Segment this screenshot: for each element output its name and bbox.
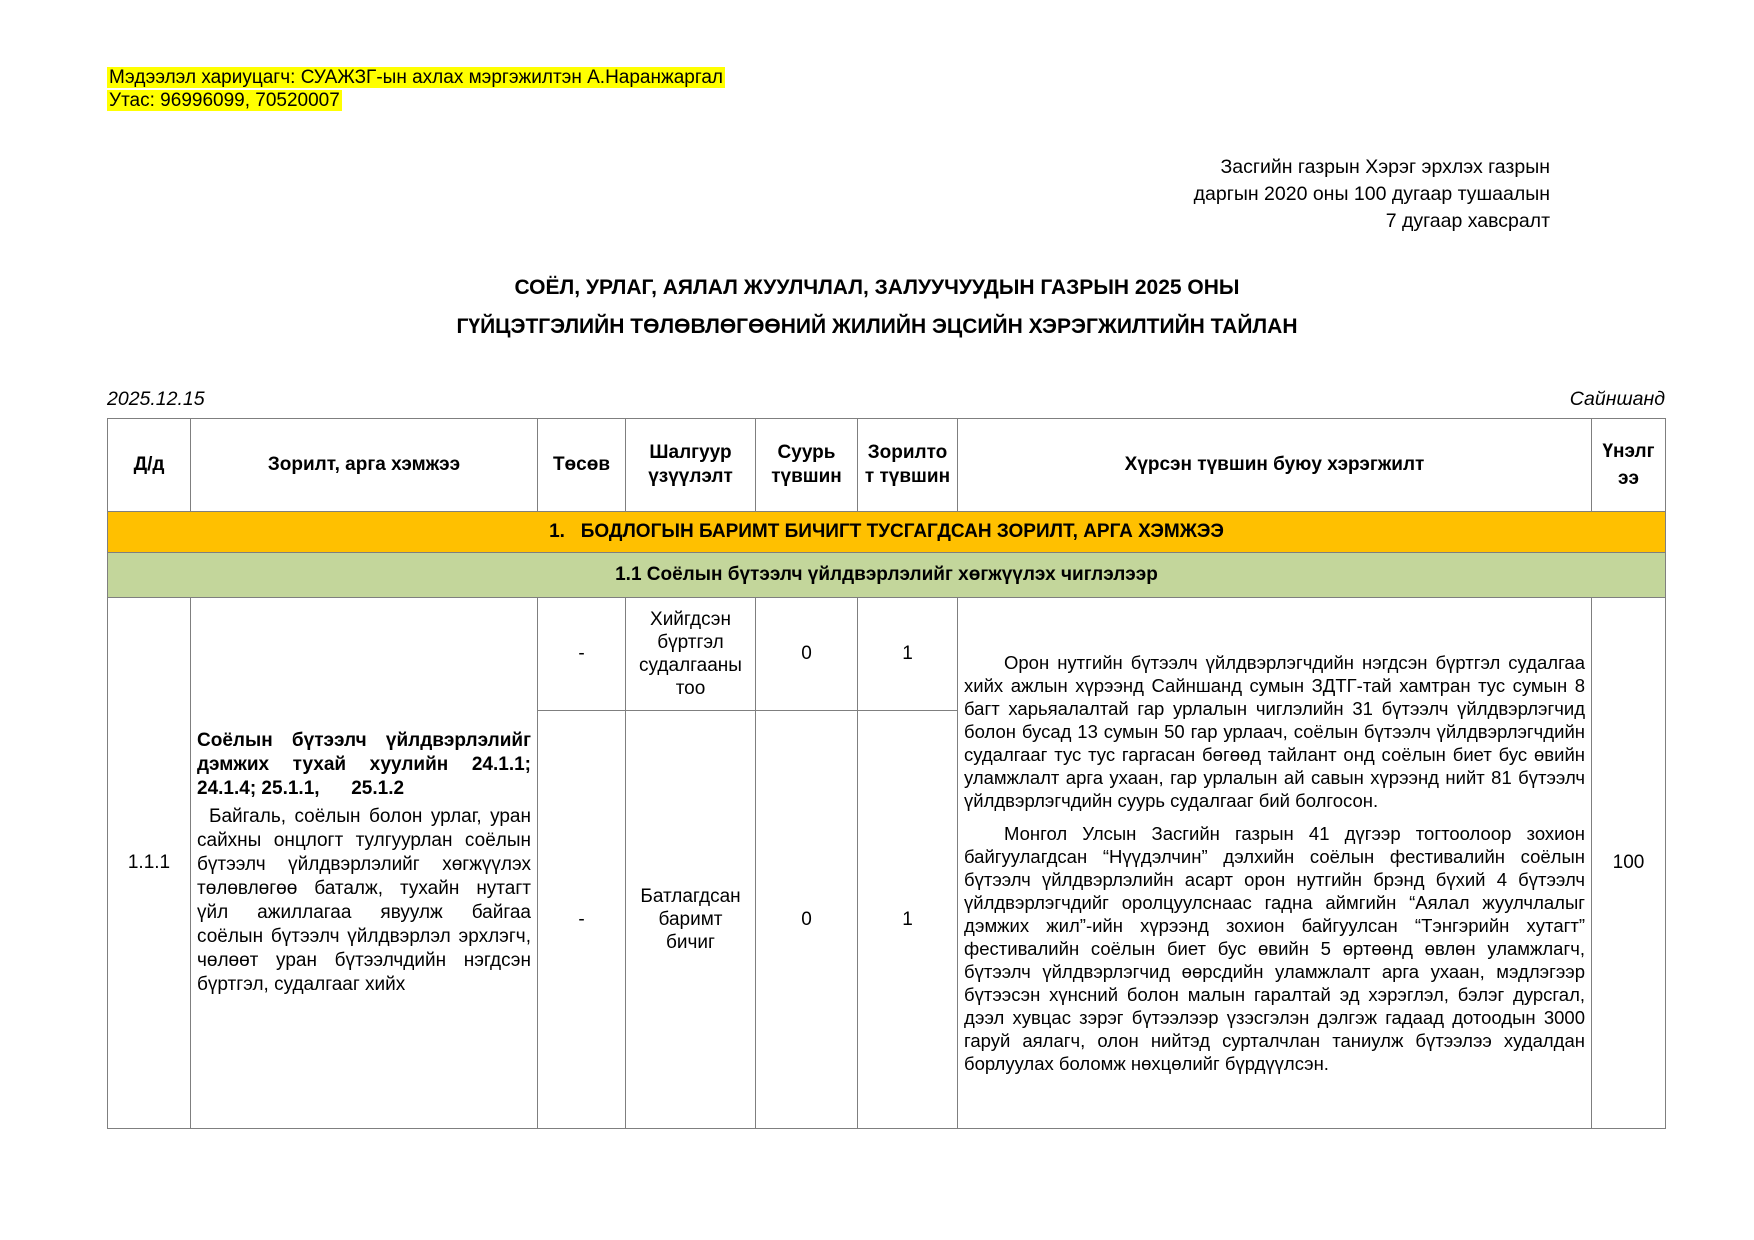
- base-level-cell: 0: [756, 598, 858, 711]
- contact-line-phone: Утас: 96996099, 70520007: [109, 90, 340, 111]
- performance-report-table: [107, 418, 1666, 1129]
- row-id: 1.1.1: [108, 598, 191, 1129]
- budget-cell: -: [538, 598, 626, 711]
- meta-row: [107, 388, 1665, 411]
- indicator-cell: Батлагдсан баримт бичиг: [626, 711, 756, 1129]
- header-num: Д/д: [108, 419, 191, 512]
- header-result: Хүрсэн түвшин буюу хэрэгжилт: [958, 419, 1592, 512]
- table-header-row: [108, 419, 1666, 512]
- header-base-level: Суурь түвшин: [756, 419, 858, 512]
- section-1-row: [108, 512, 1666, 553]
- table-row-1-1-1-a: [108, 598, 1666, 711]
- budget-cell: -: [538, 711, 626, 1129]
- contact-line-responsible: Мэдээлэл хариуцагч: СУАЖЗГ-ын ахлах мэргэжилтэн А.Наранжаргал: [109, 67, 724, 88]
- section-1-1-row: [108, 553, 1666, 598]
- report-title: [0, 276, 1754, 339]
- result-cell: [958, 598, 1592, 1129]
- appendix-reference-block: [1194, 154, 1550, 235]
- goal-cell: [191, 598, 538, 1129]
- result-paragraph-1: Орон нутгийн бүтээлч үйлдвэрлэгчдийн нэгдсэн бүртгэл судалгаа хийх ажлын хүрээнд Сайншанд сумын ЗДТГ-тай хамтран тус сумын 8 багт харьяалалтай гар урлалын чиглэлийн 31 бүтээлч үйлдвэрлэгчид болон бусад 13 сумын 50 гар урлаач, соёлын бүтээлч үйлдвэрлэгчдийн судалгааг тус тус гаргасан бөгөөд тайлант онд соёлын биет бус өвийн уламжлалт арга ухаан, гар урлалын ай савын хүрээнд нийт 81 бүтээлч үйлдвэрлэгчдийн суурь судалгааг бий болгосон.: [964, 652, 1585, 811]
- appendix-line-1: Засгийн газрын Хэрэг эрхлэх газрын: [1220, 156, 1550, 178]
- report-date: 2025.12.15: [107, 388, 205, 410]
- goal-description: Байгаль, соёлын болон урлаг, уран сайхны онцлогт тулгуурлан соёлын бүтээлч үйлдвэрлэлийг хөгжүүлэх төлөвлөгөө баталж, тухайн нутагт үйл ажиллагаа явуулж байгаа соёлын бүтээлч үйлдвэрлэл эрхлэгч, чөлөөт уран бүтээлчдийн нэгдсэн бүртгэл, судалгааг хийх: [197, 806, 531, 995]
- header-indicator: Шалгуур үзүүлэлт: [626, 419, 756, 512]
- appendix-line-3: 7 дугаар хавсралт: [1385, 210, 1550, 232]
- header-score: Үнэлгээ: [1592, 419, 1666, 512]
- section-1-title: 1. БОДЛОГЫН БАРИМТ БИЧИГТ ТУСГАГДСАН ЗОРИЛТ, АРГА ХЭМЖЭЭ: [108, 512, 1666, 553]
- base-level-cell: 0: [756, 711, 858, 1129]
- score-cell: 100: [1592, 598, 1666, 1129]
- header-target-level: Зорилтот түвшин: [858, 419, 958, 512]
- target-level-cell: 1: [858, 598, 958, 711]
- contact-info-block: [107, 66, 725, 112]
- section-1-1-title: 1.1 Соёлын бүтээлч үйлдвэрлэлийг хөгжүүлэх чиглэлээр: [108, 553, 1666, 598]
- header-budget: Төсөв: [538, 419, 626, 512]
- report-location: Сайншанд: [1569, 388, 1665, 410]
- target-level-cell: 1: [858, 711, 958, 1129]
- report-title-line-1: СОЁЛ, УРЛАГ, АЯЛАЛ ЖУУЛЧЛАЛ, ЗАЛУУЧУУДЫН ГАЗРЫН 2025 ОНЫ: [514, 276, 1240, 299]
- result-paragraph-2: Монгол Улсын Засгийн газрын 41 дүгээр тогтоолоор зохион байгуулагдсан “Нүүдэлчин” дэлхийн соёлын фестивалийн соёлын бүтээлч үйлдвэрлэлийн асарт орон нутгийн брэнд бүхий 4 бүтээлч үйлдвэрлэгчдийг оролцуулснаас гадна аймгийн “Аялал жуулчлалыг дэмжих жил”-ийн хүрээнд зохион байгуулсан “Тэнгэрийн хутагт” фестивалийн соёлын биет бус өвийн 5 өртөөнд өвлөн уламжлагч, бүтээлч үйлдвэрлэгчид өөрсдийн уламжлалт арга ухаан, мэдлэгээр бүтээсэн хүнсний болон малын гаралтай эд хэрэглэл, бэлэг дурсгал, дээл хувцас зэрэг бүтээлээр үзэсгэлэн дэлгэж гадаад дотоодын 3000 гаруй аялагч, олон нийтэд сурталчлан таниулж бүтээлээ худалдан борлуулах боломж нөхцөлийг бүрдүүлсэн.: [964, 823, 1585, 1074]
- report-title-line-2: ГҮЙЦЭТГЭЛИЙН ТӨЛӨВЛӨГӨӨНИЙ ЖИЛИЙН ЭЦСИЙН ХЭРЭГЖИЛТИЙН ТАЙЛАН: [456, 315, 1298, 338]
- goal-law-reference: Соёлын бүтээлч үйлдвэрлэлийг дэмжих тухай хуулийн 24.1.1; 24.1.4; 25.1.1, 25.1.2: [197, 730, 537, 799]
- appendix-line-2: даргын 2020 оны 100 дугаар тушаалын: [1193, 183, 1550, 205]
- indicator-cell: Хийгдсэн бүртгэл судалгааны тоо: [626, 598, 756, 711]
- header-goal: Зорилт, арга хэмжээ: [191, 419, 538, 512]
